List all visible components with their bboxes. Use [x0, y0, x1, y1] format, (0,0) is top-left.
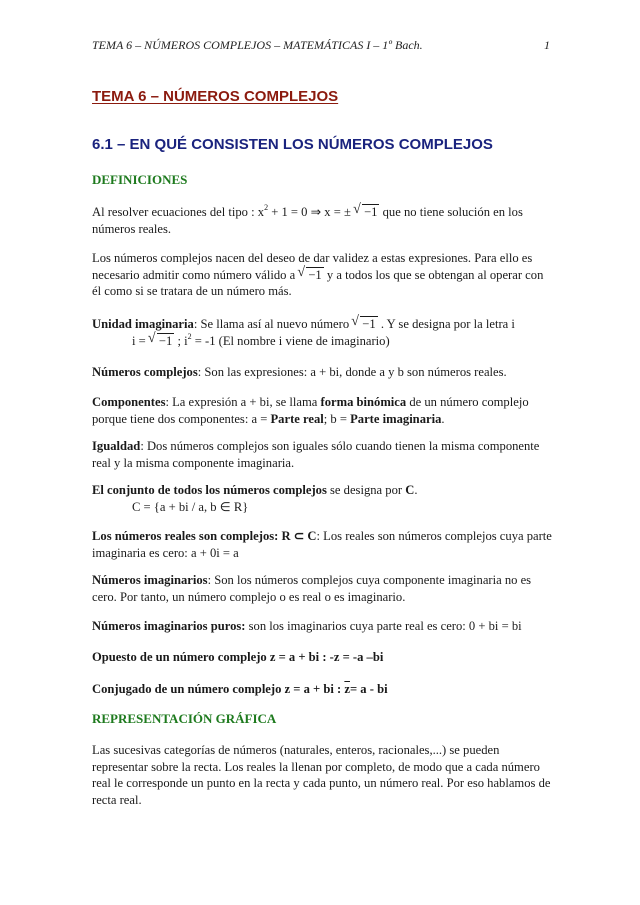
conjunto-formula: C = {a + bi / a, b ∈ R}: [132, 499, 249, 514]
sqrt-symbol: [354, 204, 379, 221]
paragraph-reales-complejos: [92, 528, 552, 561]
text: : La expresión a + bi, se llama: [165, 395, 321, 409]
term-label: Números imaginarios puros:: [92, 619, 246, 633]
paragraph-origin: [92, 250, 552, 300]
bold-term: Parte real: [270, 411, 324, 426]
text: : Se llama así al nuevo número: [193, 317, 353, 331]
paragraph-numeros-complejos: [92, 364, 552, 381]
radicand: −1: [362, 317, 376, 331]
text: que no tiene solución en los números reales.: [92, 205, 523, 236]
term-label: El conjunto de todos los números complejos: [92, 483, 327, 497]
subheading-definiciones: DEFINICIONES: [92, 172, 188, 187]
text: . Y se designa por la letra i: [377, 317, 515, 331]
paragraph-conjunto: [92, 482, 552, 515]
text: : Dos números complejos son iguales sólo cuando tienen la misma componente real y la misma componente imaginaria.: [92, 439, 540, 470]
section-title: 6.1 – EN QUÉ CONSISTEN LOS NÚMEROS COMPLEJOS: [92, 136, 493, 153]
bold-term: Parte imaginaria: [350, 411, 442, 426]
paragraph-unidad-imaginaria: [92, 316, 552, 349]
text: : Son las expresiones: a + bi, donde a y b son números reales.: [197, 365, 507, 379]
term-label: Números complejos: [92, 365, 198, 379]
text: + 1 = 0 ⇒ x = ±: [268, 205, 355, 219]
bold-term: C: [405, 483, 415, 497]
term-label: Los números reales son complejos: R ⊂ C: [92, 529, 317, 543]
text: de un número complejo porque tiene dos componentes: a =: [92, 395, 529, 426]
bold-term: forma binómica: [320, 395, 407, 409]
term-label: Componentes: [92, 395, 166, 409]
paragraph-igualdad: [92, 438, 552, 471]
sqrt-symbol: [149, 333, 174, 350]
text: ; b =: [323, 411, 351, 426]
term-label: Conjugado de un número complejo z = a + bi :: [92, 682, 345, 696]
paragraph-intro: [92, 204, 552, 237]
text: son los imaginarios cuya parte real es cero: 0 + bi = bi: [245, 619, 522, 633]
text: Al resolver ecuaciones del tipo : x: [92, 205, 265, 219]
radicand: −1: [158, 333, 173, 348]
text: = -1 (El nombre i viene de imaginario): [191, 333, 390, 348]
text: ; i: [174, 333, 188, 348]
term-label: = a - bi: [349, 682, 388, 696]
unidad-formula: [92, 333, 552, 350]
paragraph-componentes: [92, 394, 552, 427]
term-label: Números imaginarios: [92, 573, 208, 587]
text: i =: [132, 333, 149, 348]
text: : Los reales son números complejos cuya parte imaginaria es cero: a + 0i = a: [92, 529, 552, 560]
superscript: 2: [187, 331, 192, 341]
conjugate-z: $\overline{z}$: [344, 682, 350, 696]
sqrt-symbol: [298, 267, 323, 284]
subheading-representacion: REPRESENTACIÓN GRÁFICA: [92, 711, 277, 726]
term-label: Opuesto de un número complejo z = a + bi : -z = -a –bi: [92, 650, 384, 664]
paragraph-conjugado: [92, 681, 552, 698]
paragraph-imaginarios-puros: [92, 618, 552, 635]
term-label: Unidad imaginaria: [92, 317, 194, 331]
text: y a todos los que se obtengan al operar con él como si se tratara de un número más.: [92, 267, 544, 298]
running-title: TEMA 6 – NÚMEROS COMPLEJOS – MATEMÁTICAS I – 1º Bach.: [92, 38, 423, 52]
page-number: 1: [544, 38, 550, 52]
paragraph-representacion: Las sucesivas categorías de números (naturales, enteros, racionales,...) se pueden representar sobre la recta. Los reales la llenan por completo, de modo que a cada número real le corresponde un punto en la recta y cada punto, un número real. Por eso hablamos de recta real.: [92, 743, 551, 807]
text: se designa por: [326, 483, 406, 497]
superscript: 2: [264, 203, 269, 212]
sqrt-symbol: [352, 316, 377, 333]
text: : Son los números complejos cuya componente imaginaria no es cero. Por tanto, un número complejo o es real o es imaginario.: [92, 573, 532, 604]
term-label: Igualdad: [92, 439, 141, 453]
text: .: [441, 411, 445, 426]
radicand: −1: [308, 267, 322, 282]
text: .: [414, 483, 418, 497]
paragraph-opuesto: [92, 649, 552, 666]
chapter-title: TEMA 6 – NÚMEROS COMPLEJOS: [92, 88, 339, 105]
paragraph-imaginarios: [92, 572, 552, 605]
radicand: −1: [364, 205, 378, 219]
text: Los números complejos nacen del deseo de dar validez a estas expresiones. Para ello es necesario admitir como número válido a: [92, 251, 533, 282]
running-header: [92, 38, 550, 53]
